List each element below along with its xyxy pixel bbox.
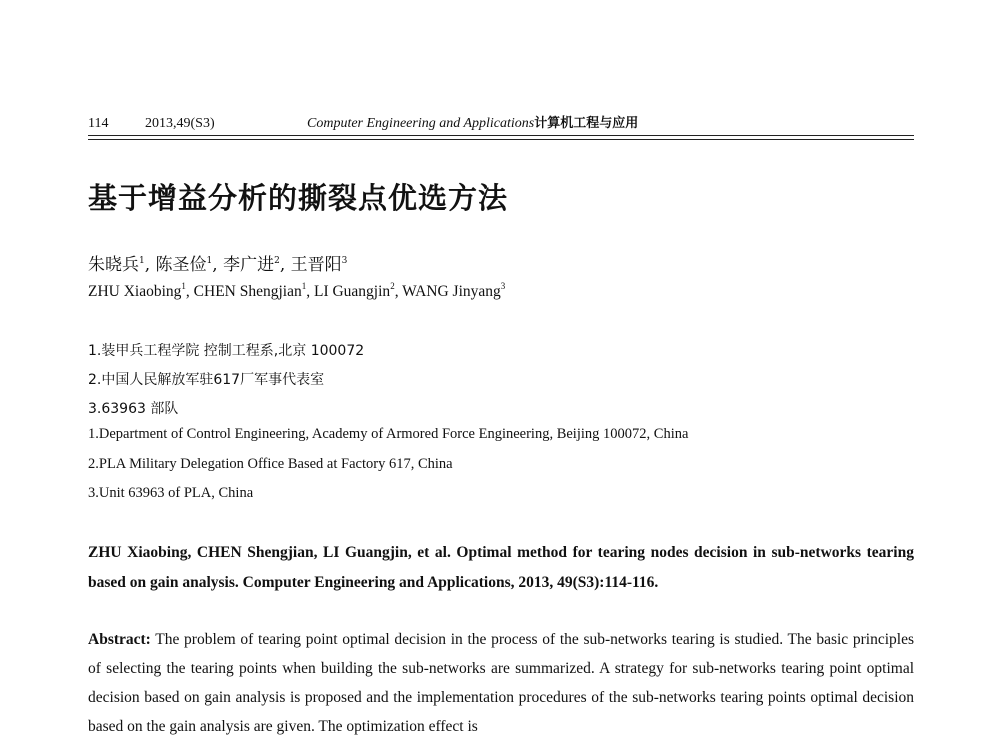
- abstract-text: The problem of tearing point optimal decision in the process of the sub-networks tearing is studied. The basic principles of selecting the tearing points when building the sub-networks are summarized. A strategy for sub-networks tearing point optimal decision based on gain analysis is proposed and the implementation procedures of the sub-networks tearing points optimal decision based on the gain analysis are given. The optimization effect is: [88, 631, 914, 735]
- affiliation-cn: 3.63963 部队: [88, 401, 179, 417]
- header-rule-bottom: [88, 139, 914, 140]
- author-en: CHEN Shengjian: [193, 283, 302, 300]
- author-cn: 朱晓兵: [88, 255, 139, 275]
- author-sup: 1: [181, 281, 186, 291]
- journal-name-cn: 计算机工程与应用: [534, 116, 639, 131]
- author-en: WANG Jinyang: [402, 283, 501, 300]
- affiliation-en: 3.Unit 63963 of PLA, China: [88, 485, 254, 501]
- author-sup: 3: [341, 256, 348, 266]
- authors-en: ZHU Xiaobing$^1$, CHEN Shengjian$^1$, LI Guangjin$^2$, WANG Jinyang$^3$: [88, 281, 506, 300]
- author-cn: 李广进: [223, 255, 275, 275]
- author-en: ZHU Xiaobing: [88, 283, 182, 300]
- page-number: 114: [88, 116, 109, 131]
- affiliation-cn: 1.装甲兵工程学院 控制工程系,北京 100072: [88, 343, 365, 359]
- author-sup: 2: [274, 256, 280, 266]
- journal-name: [307, 116, 638, 132]
- affiliation-en: 1.Department of Control Engineering, Academy of Armored Force Engineering, Beijing 100072, China: [88, 426, 689, 442]
- header-rule-top: [88, 135, 914, 136]
- affiliation-en: 2.PLA Military Delegation Office Based at Factory 617, China: [88, 456, 453, 472]
- year-volume: 2013,49(S3): [145, 116, 215, 131]
- journal-name-en: Computer Engineering and Applications: [307, 116, 535, 131]
- author-sup: 1: [301, 281, 307, 291]
- author-sup: 3: [500, 281, 506, 291]
- abstract-label: Abstract:: [88, 631, 151, 648]
- author-sup: 2: [390, 281, 395, 291]
- abstract: [88, 625, 914, 741]
- citation: ZHU Xiaobing, CHEN Shengjian, LI Guangjin, et al. Optimal method for tearing nodes decision in sub-networks tearing based on gain analysis. Computer Engineering and Applications, 2013, 49(S3):114-116.: [88, 544, 914, 591]
- author-sup: 1: [139, 256, 145, 266]
- affiliation-cn: 2.中国人民解放军驻617厂军事代表室: [88, 372, 325, 388]
- authors-cn: 朱晓兵$^1$, 陈圣俭$^1$, 李广进$^2$, 王晋阳$^3$: [88, 255, 348, 275]
- author-en: LI Guangjin: [313, 283, 391, 300]
- author-cn: 王晋阳: [290, 255, 342, 275]
- paper-title: 基于增益分析的撕裂点优选方法: [88, 181, 509, 215]
- author-sup: 1: [206, 256, 213, 266]
- running-header: [88, 116, 914, 136]
- author-cn: 陈圣俭: [155, 255, 207, 275]
